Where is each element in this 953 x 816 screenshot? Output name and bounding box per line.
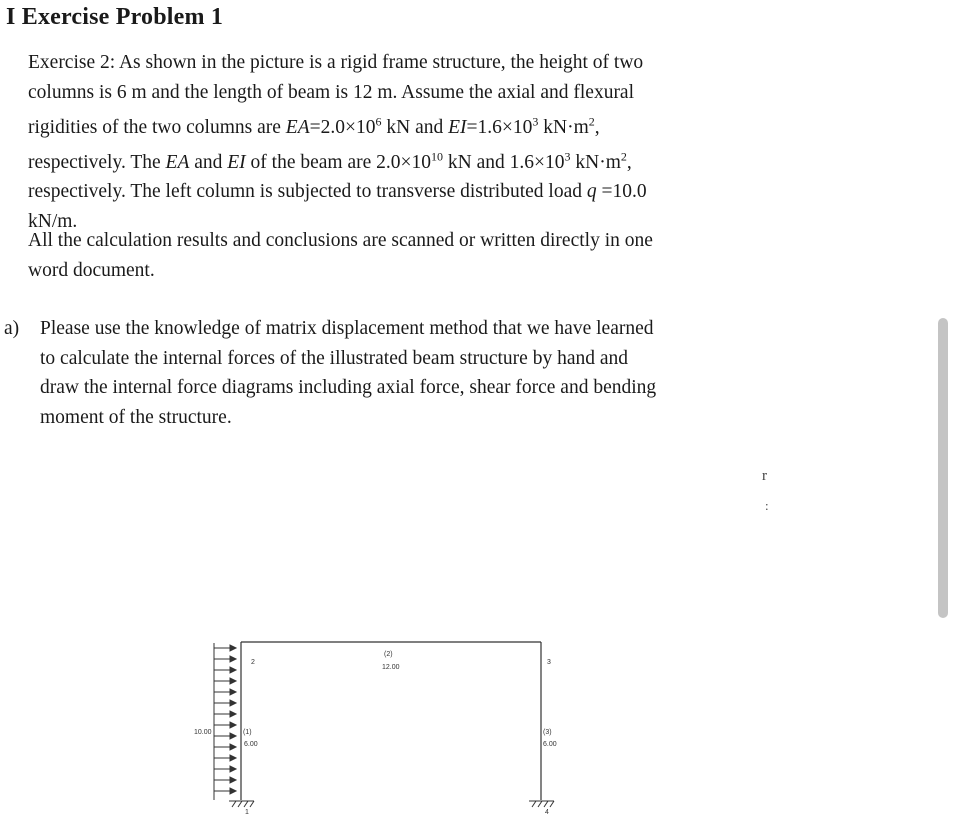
load-arrow: [214, 733, 236, 739]
instructions-line-1: All the calculation results and conclusions are scanned or written directly in one: [28, 230, 653, 251]
question-a-line-1: Please use the knowledge of matrix displacement method that we have learned: [40, 318, 654, 339]
question-a-label: a): [4, 318, 20, 339]
load-arrow: [214, 667, 236, 673]
load-arrow: [214, 678, 236, 684]
load-arrow: [214, 777, 236, 783]
element-3-label: (3): [543, 729, 552, 736]
fixed-support-right: [529, 801, 554, 807]
exercise-line-4: respectively. The EA and EI of the beam are $2.0\times 10^{10}$ kN and $1.6\times 10^3$ $kN\cdot m^2$,: [28, 149, 632, 173]
load-arrow: [214, 744, 236, 750]
margin-mark-r: r: [762, 468, 767, 484]
support-label-1: 1: [245, 809, 249, 816]
load-arrow: [214, 656, 236, 662]
question-a-line-4: moment of the structure.: [40, 406, 232, 428]
load-arrow: [214, 645, 236, 651]
exercise-line-6: kN/m.: [28, 210, 78, 232]
page-title: I Exercise Problem 1: [6, 4, 224, 30]
node-label-2: 2: [251, 659, 255, 666]
load-arrow: [214, 766, 236, 772]
load-arrow: [214, 689, 236, 695]
load-value-label: 10.00: [194, 729, 212, 736]
exercise-line-5: respectively. The left column is subjected to transverse distributed load q =10.0: [28, 181, 647, 203]
load-arrow: [214, 722, 236, 728]
instructions-line-2: word document.: [28, 259, 155, 281]
node-label-3: 3: [547, 659, 551, 666]
distributed-load-arrows: [214, 643, 236, 800]
load-arrow: [214, 711, 236, 717]
element-2-label: (2): [384, 651, 393, 658]
fixed-support-left: [229, 801, 254, 807]
element-1-label: (1): [243, 729, 252, 736]
margin-mark-colon: :: [765, 498, 769, 513]
support-label-4: 4: [545, 809, 549, 816]
question-a-line-2: to calculate the internal forces of the illustrated beam structure by hand and: [40, 347, 629, 369]
load-arrow: [214, 755, 236, 761]
question-a-line-3: draw the internal force diagrams including axial force, shear force and bending: [40, 377, 657, 399]
exercise-line-3: rigidities of the two columns are $EA=2.0\times 10^6$ kN and $EI=1.6\times 10^3$ $kN\cdot m^2$,: [28, 114, 600, 138]
exercise-line-2: columns is 6 m and the length of beam is 12 m. Assume the axial and flexural: [28, 81, 635, 103]
load-arrow: [214, 700, 236, 706]
element-3-length: 6.00: [543, 741, 557, 748]
exercise-line-1: Exercise 2: As shown in the picture is a rigid frame structure, the height of two: [28, 52, 644, 73]
element-1-length: 6.00: [244, 741, 258, 748]
element-2-length: 12.00: [382, 664, 400, 671]
load-arrow: [214, 788, 236, 794]
